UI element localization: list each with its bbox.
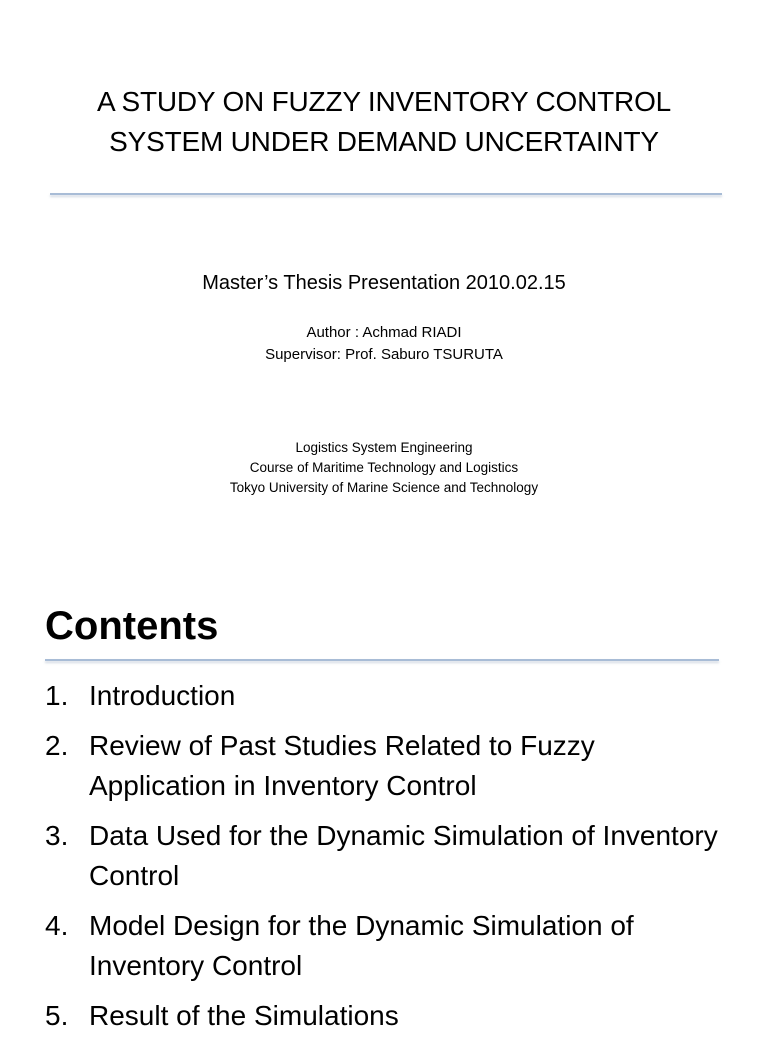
supervisor-line: Supervisor: Prof. Saburo TSURUTA xyxy=(265,346,503,363)
contents-item-text: Review of Past Studies Related to Fuzzy Application in Inventory Control xyxy=(89,730,595,801)
affiliation-line-3: Tokyo University of Marine Science and Technology xyxy=(229,480,539,495)
presentation-subtitle: Master’s Thesis Presentation 2010.02.15 xyxy=(202,272,566,294)
title-divider xyxy=(50,193,722,195)
contents-item-text: Model Design for the Dynamic Simulation of Inventory Control xyxy=(89,910,634,981)
contents-item-text: Introduction xyxy=(89,680,236,711)
contents-item-number: 5. xyxy=(45,1000,69,1031)
contents-item-5 xyxy=(45,996,735,1036)
contents-item-4 xyxy=(45,906,735,986)
contents-item-2 xyxy=(45,726,735,806)
affiliation-line-2: Course of Maritime Technology and Logistics xyxy=(249,460,519,475)
title-line-2: SYSTEM UNDER DEMAND UNCERTAINTY xyxy=(109,126,659,157)
presentation-title xyxy=(40,82,728,162)
contents-item-3 xyxy=(45,816,735,896)
contents-item-number: 1. xyxy=(45,680,69,711)
contents-item-number: 4. xyxy=(45,910,69,941)
affiliation-line-1: Logistics System Engineering xyxy=(295,440,473,455)
affiliation-block xyxy=(0,438,768,498)
author-block xyxy=(0,322,768,366)
contents-heading: Contents xyxy=(45,604,219,648)
contents-item-1 xyxy=(45,676,735,716)
contents-item-number: 2. xyxy=(45,730,69,761)
contents-divider xyxy=(45,659,719,661)
contents-item-text: Data Used for the Dynamic Simulation of Inventory Control xyxy=(89,820,718,891)
contents-item-text: Result of the Simulations xyxy=(89,1000,399,1031)
contents-list xyxy=(45,676,735,1046)
contents-item-number: 3. xyxy=(45,820,69,851)
title-line-1: A STUDY ON FUZZY INVENTORY CONTROL xyxy=(96,86,672,117)
author-line: Author : Achmad RIADI xyxy=(306,324,462,341)
